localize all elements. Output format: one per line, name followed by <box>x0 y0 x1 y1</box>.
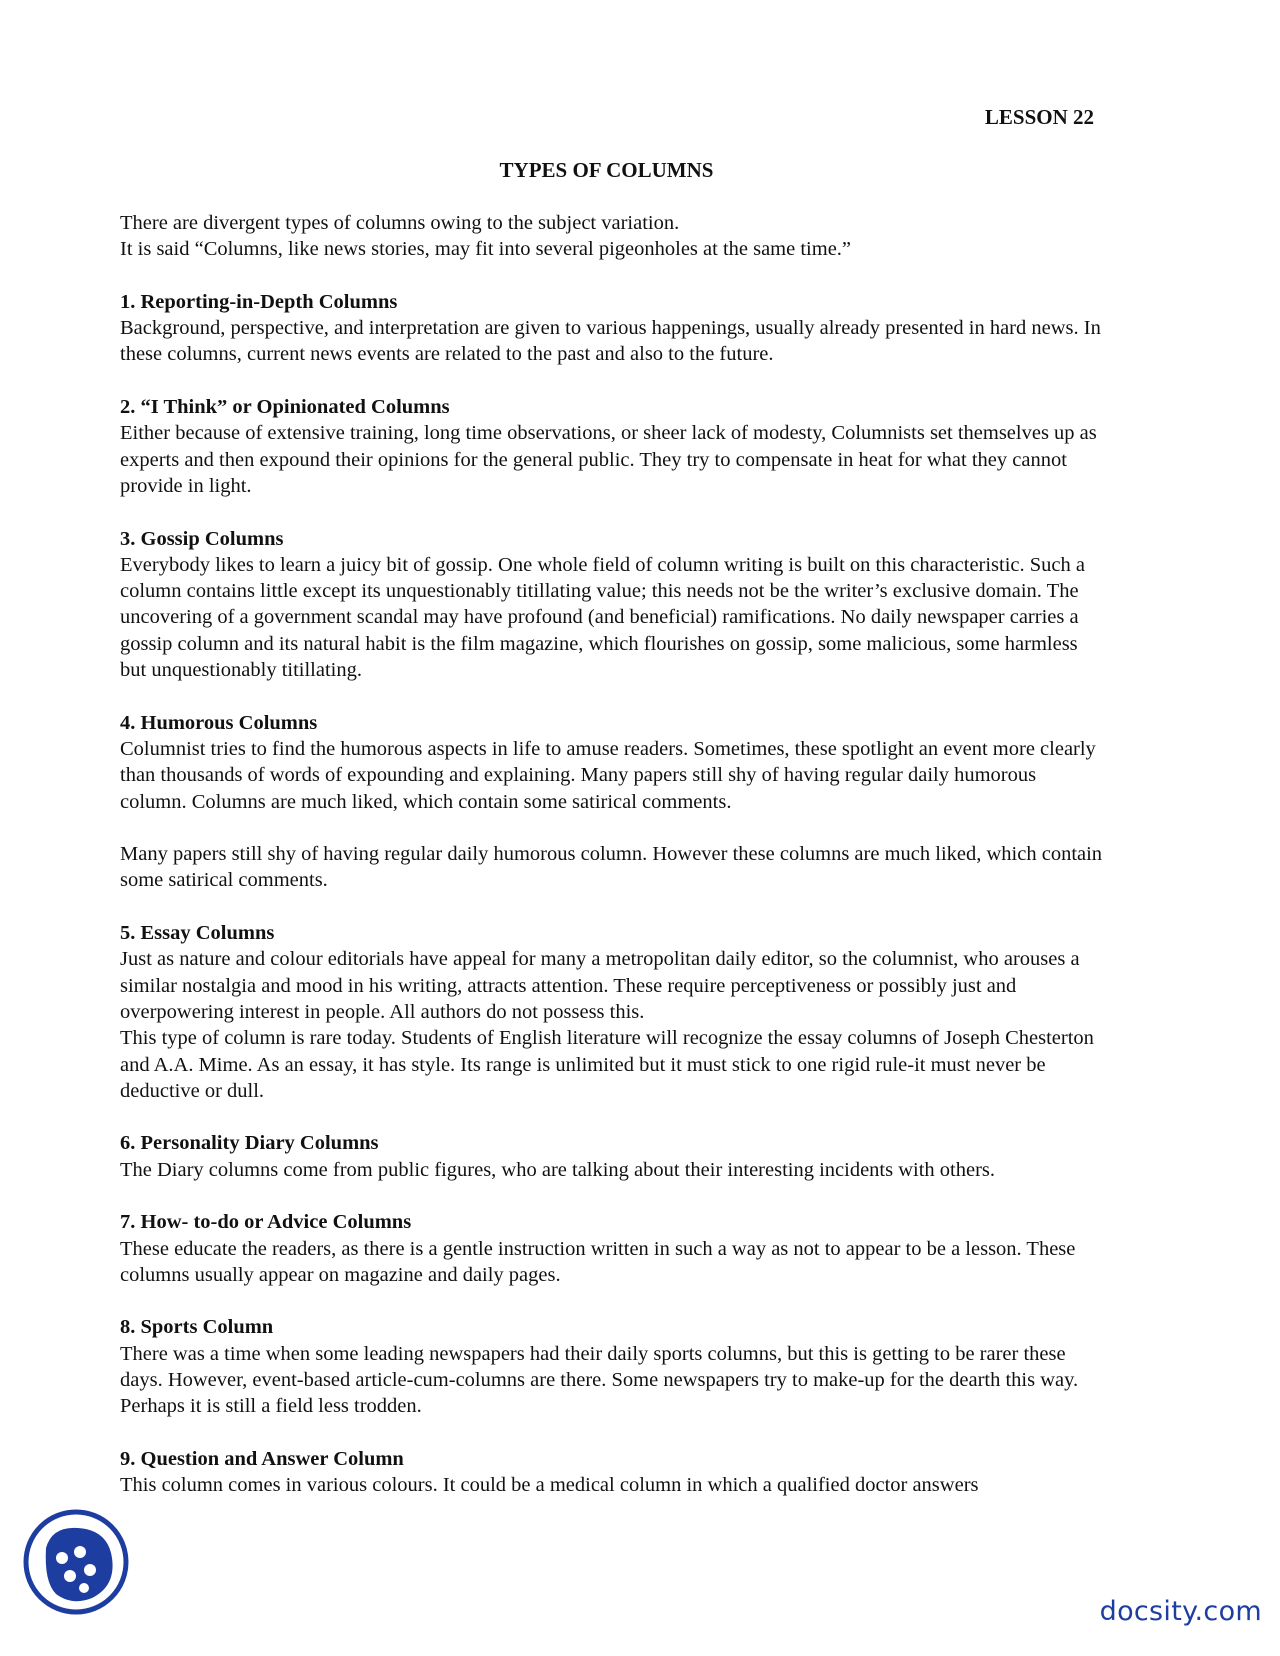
section-sports <box>120 1314 1105 1419</box>
section-paragraph: This column comes in various colours. It could be a medical column in which a qualified doctor answers <box>120 1474 979 1497</box>
section-personality-diary <box>120 1130 1105 1183</box>
document-body <box>120 210 1105 1525</box>
page-title: TYPES OF COLUMNS <box>499 158 714 182</box>
section-paragraph: Either because of extensive training, long time observations, or sheer lack of modesty, Columnists set themselves up as experts and then expound their opinions for the general public. They try to compensate in heat for what they cannot provide in light. <box>120 422 1097 497</box>
lesson-number: LESSON 22 <box>984 105 1094 129</box>
section-heading: 2. “I Think” or Opinionated Columns <box>120 396 450 419</box>
section-paragraph: Background, perspective, and interpretation are given to various happenings, usually already presented in hard news. In these columns, current news events are related to the past and also to the future. <box>120 317 1101 366</box>
section-paragraph: This type of column is rare today. Students of English literature will recognize the essay columns of Joseph Chesterton and A.A. Mime. As an essay, it has style. Its range is unlimited but it must stick to one rigid rule-it must never be deductive or dull. <box>120 1027 1094 1102</box>
section-reporting-in-depth <box>120 289 1105 368</box>
section-paragraph: Columnist tries to find the humorous aspects in life to amuse readers. Sometimes, these spotlight an event more clearly than thousands of words of expounding and explaining. Many papers still shy of having regular daily humorous column. Columns are much liked, which contain some satirical comments. <box>120 737 1096 813</box>
section-advice <box>120 1209 1105 1288</box>
section-heading: 9. Question and Answer Column <box>120 1447 404 1470</box>
intro-line: There are divergent types of columns owing to the subject variation. <box>120 212 680 234</box>
section-opinionated <box>120 394 1105 499</box>
section-heading: 1. Reporting-in-Depth Columns <box>120 290 398 313</box>
section-question-answer <box>120 1446 1105 1499</box>
section-heading: 8. Sports Column <box>120 1316 274 1339</box>
section-heading: 3. Gossip Columns <box>120 527 284 550</box>
section-paragraph: The Diary columns come from public figures, who are talking about their interesting incidents with others. <box>120 1158 996 1181</box>
section-paragraph: Many papers still shy of having regular daily humorous column. However these columns are much liked, which contain some satirical comments. <box>120 843 1103 892</box>
intro-line: It is said “Columns, like news stories, may fit into several pigeonholes at the same time.” <box>120 238 852 261</box>
section-paragraph: These educate the readers, as there is a gentle instruction written in such a way as not to appear to be a lesson. These columns usually appear on magazine and daily pages. <box>120 1237 1076 1286</box>
intro <box>120 210 1105 263</box>
section-heading: 7. How- to-do or Advice Columns <box>120 1211 412 1234</box>
section-paragraph: Everybody likes to learn a juicy bit of gossip. One whole field of column writing is built on this characteristic. Such a column contains little except its unquestionably titillating value; this needs not be the writer’s exclusive domain. The uncovering of a government scandal may have profound (and beneficial) ramifications. No daily newspaper carries a gossip column and its natural habit is the film magazine, which flourishes on gossip, some malicious, some harmless but unquestionably titillating. <box>120 553 1086 682</box>
docsity-logo-graphic <box>22 1508 130 1616</box>
section-heading: 5. Essay Columns <box>120 922 275 945</box>
section-humorous <box>120 710 1105 894</box>
section-essay <box>120 920 1105 1104</box>
docsity-logo-icon[interactable] <box>22 1508 130 1616</box>
docsity-brand-link[interactable]: docsity.com <box>1099 1596 1262 1627</box>
section-gossip <box>120 526 1105 684</box>
section-paragraph: Just as nature and colour editorials have appeal for many a metropolitan daily editor, so the columnist, who arouses a similar nostalgia and mood in his writing, attracts attention. These require perceptiveness or possibly just and overpowering interest in people. All authors do not possess this. <box>120 948 1080 1023</box>
section-heading: 6. Personality Diary Columns <box>120 1132 379 1155</box>
section-heading: 4. Humorous Columns <box>120 711 318 734</box>
section-paragraph: There was a time when some leading newspapers had their daily sports columns, but this is getting to be rarer these days. However, event-based article-cum-columns are there. Some newspapers try to make-up for the dearth this way. Perhaps it is still a field less trodden. <box>120 1342 1079 1418</box>
